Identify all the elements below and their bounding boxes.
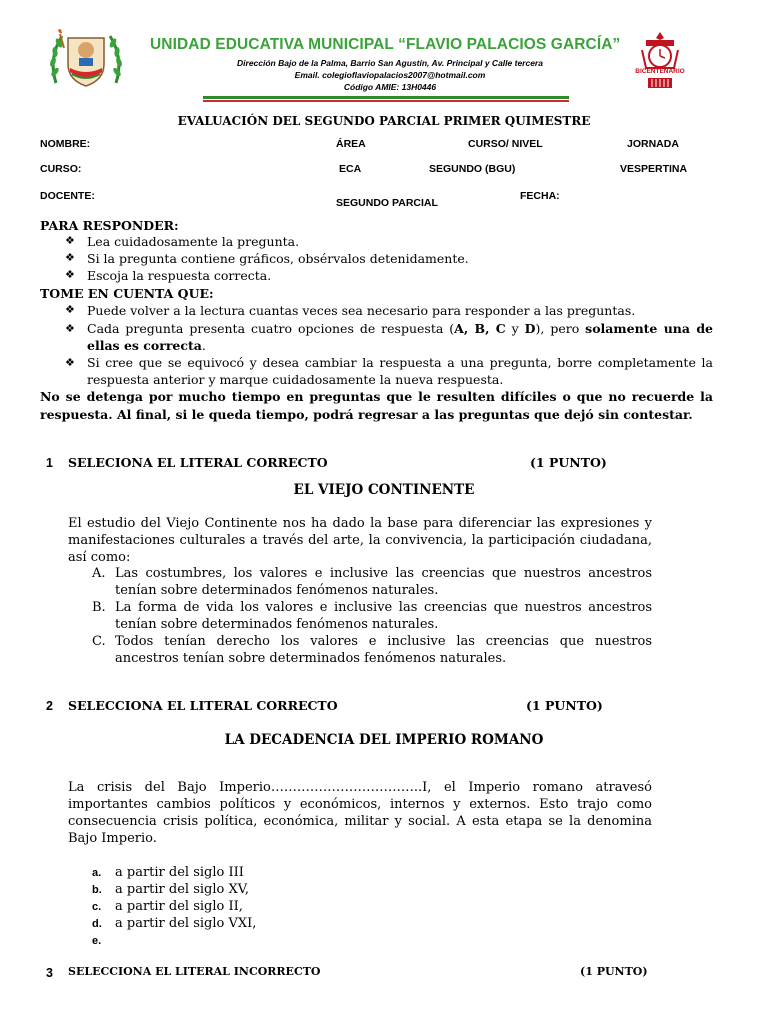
- answer-option[interactable]: a. a partir del siglo III: [92, 865, 244, 880]
- instruction-bullet: ❖ Si la pregunta contiene gráficos, obsérvalos detenidamente.: [65, 251, 469, 266]
- school-address: Dirección Bajo de la Palma, Barrio San Agustín, Av. Principal y Calle tercera: [237, 58, 543, 68]
- docente-label: DOCENTE:: [40, 190, 95, 202]
- answer-option[interactable]: e.: [92, 935, 102, 947]
- bicentenario-logo: [628, 30, 692, 92]
- answer-option[interactable]: B. La forma de vida los valores e inclusive las creencias que nuestros ancestros tenían sobre determinados fenómenos naturales.: [92, 600, 652, 632]
- question-number: 2: [46, 699, 53, 713]
- answer-option[interactable]: d. a partir del siglo VXI,: [92, 916, 257, 931]
- question-number: 1: [46, 456, 53, 470]
- diamond-bullet-icon: ❖: [65, 303, 75, 316]
- question-number: 3: [46, 966, 53, 980]
- instruction-bullet: ❖ Si cree que se equivocó y desea cambiar la respuesta a una pregunta, borre completamente la respuesta anterior y marque cuidadosamente la nueva respuesta.: [65, 355, 713, 387]
- diamond-bullet-icon: ❖: [65, 268, 75, 281]
- parcial-value: SEGUNDO PARCIAL: [336, 197, 438, 209]
- diamond-bullet-icon: ❖: [65, 322, 75, 335]
- question-title: LA DECADENCIA DEL IMPERIO ROMANO: [224, 732, 544, 748]
- bicentenario-label: BICENTENARIO: [635, 68, 685, 75]
- area-label: ÁREA: [336, 138, 366, 150]
- jornada-value: VESPERTINA: [620, 163, 688, 175]
- instruction-bullet: ❖ Escoja la respuesta correcta.: [65, 268, 272, 283]
- exam-title: EVALUACIÓN DEL SEGUNDO PARCIAL PRIMER QUIMESTRE: [177, 114, 591, 128]
- instruction-bullet: ❖ Lea cuidadosamente la pregunta.: [65, 234, 300, 249]
- school-logo-left: [46, 28, 126, 90]
- curso-label: CURSO:: [40, 163, 82, 175]
- question-instruction: SELECCIONA EL LITERAL CORRECTO: [68, 698, 338, 713]
- instruction-bullet: ❖ Puede volver a la lectura cuantas veces sea necesario para responder a las preguntas.: [65, 303, 636, 318]
- answer-option[interactable]: C. Todos tenían derecho los valores e inclusive las creencias que nuestros ancestros tenían sobre determinados fenómenos naturales.: [92, 634, 652, 666]
- para-responder-heading: PARA RESPONDER:: [40, 218, 179, 233]
- diamond-bullet-icon: ❖: [65, 356, 75, 369]
- school-name: UNIDAD EDUCATIVA MUNICIPAL “FLAVIO PALACIOS GARCÍA”: [150, 36, 621, 53]
- question-instruction: SELECIONA EL LITERAL CORRECTO: [68, 455, 328, 470]
- diamond-bullet-icon: ❖: [65, 234, 75, 247]
- nombre-label: NOMBRE:: [40, 138, 91, 150]
- instruction-bullet: ❖ Cada pregunta presenta cuatro opciones de respuesta (A, B, C y D), pero solamente una de ellas es correcta.: [65, 321, 714, 353]
- warning-note: No se detenga por mucho tiempo en preguntas que le resulten difíciles o que no recuerde la respuesta. Al final, si le queda tiempo, podrá regresar a las preguntas que dejó sin contestar.: [40, 389, 713, 422]
- question-instruction: SELECCIONA EL LITERAL INCORRECTO: [68, 965, 321, 978]
- answer-option[interactable]: A. Las costumbres, los valores e inclusive las creencias que nuestros ancestros tenían sobre determinados fenómenos naturales.: [92, 566, 652, 598]
- header-rule-green: [203, 96, 569, 99]
- answer-option[interactable]: c. a partir del siglo II,: [92, 899, 243, 914]
- tome-en-cuenta-heading: TOME EN CUENTA QUE:: [40, 286, 214, 301]
- jornada-label: JORNADA: [627, 138, 679, 150]
- nivel-value: SEGUNDO (BGU): [429, 163, 516, 175]
- area-value: ECA: [339, 163, 362, 175]
- curso-nivel-label: CURSO/ NIVEL: [468, 138, 543, 150]
- header-rule-red: [203, 100, 569, 102]
- question-text: El estudio del Viejo Continente nos ha dado la base para diferenciar las expresiones y manifestaciones culturales a través del arte, la convivencia, la participación ciudadana, así como:: [68, 516, 652, 565]
- question-points: (1 PUNTO): [580, 965, 648, 978]
- school-email: Email. colegioflaviopalacios2007@hotmail.com: [294, 70, 486, 80]
- answer-option[interactable]: b. a partir del siglo XV,: [92, 882, 249, 897]
- diamond-bullet-icon: ❖: [65, 251, 75, 264]
- question-text: La crisis del Bajo Imperio……………………………..I, el Imperio romano atravesó importantes cambios políticos y económicos, internos y externos. Esto trajo como consecuencia crisis política, económica, militar y social. A esta etapa se la denomina Bajo Imperio.: [68, 780, 652, 846]
- school-amie-code: Código AMIE: 13H0446: [343, 82, 437, 92]
- question-title: EL VIEJO CONTINENTE: [293, 482, 475, 498]
- question-points: (1 PUNTO): [530, 455, 607, 470]
- question-points: (1 PUNTO): [526, 698, 603, 713]
- fecha-label: FECHA:: [520, 190, 560, 202]
